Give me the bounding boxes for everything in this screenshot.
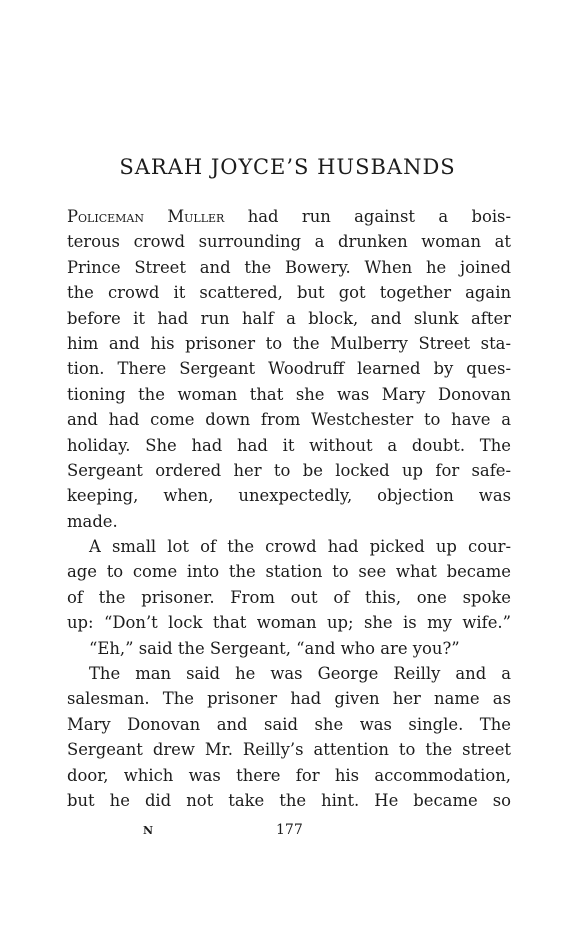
text-line: Mary Donovan and said she was single. The	[67, 714, 511, 734]
text-line: Prince Street and the Bowery. When he joined	[67, 257, 511, 277]
text-line: Sergeant ordered her to be locked up for safe-	[67, 460, 511, 480]
chapter-title: SARAH JOYCE’S HUSBANDS	[119, 155, 456, 179]
text-line: of the prisoner. From out of this, one spoke	[67, 587, 511, 607]
text-line: keeping, when, unexpectedly, objection was	[67, 486, 511, 506]
text-line: and had come down from Westchester to have a	[67, 410, 511, 430]
text-line: the crowd it scattered, but got together again	[67, 283, 511, 303]
text-line: tioning the woman that she was Mary Donovan	[67, 384, 511, 404]
text-line: age to come into the station to see what became	[67, 562, 511, 582]
opening-smallcaps-word: Policeman	[67, 207, 144, 226]
text-line: The man said he was George Reilly and a	[89, 664, 511, 684]
text-line: tion. There Sergeant Woodruff learned by ques-	[67, 359, 511, 379]
text-line: but he did not take the hint. He became so	[67, 790, 511, 810]
text-line: made.	[67, 511, 118, 531]
text-line: him and his prisoner to the Mulberry Street sta-	[67, 333, 511, 353]
text-line: door, which was there for his accommodation,	[67, 765, 511, 785]
opening-smallcaps-word: Muller	[167, 207, 225, 226]
text-line: A small lot of the crowd had picked up cour-	[89, 537, 511, 557]
body-text	[67, 204, 511, 813]
text-line	[67, 204, 511, 229]
text-line: before it had run half a block, and slunk after	[67, 308, 511, 328]
text-line: up: “Don’t lock that woman up; she is my wife.”	[67, 613, 511, 633]
text-line: salesman. The prisoner had given her name as	[67, 689, 511, 709]
signature-mark: N	[143, 824, 154, 837]
text-line: “Eh,” said the Sergeant, “and who are you?”	[89, 638, 460, 658]
text-line: holiday. She had had it without a doubt. The	[67, 435, 511, 455]
text-line: Sergeant drew Mr. Reilly’s attention to the street	[67, 740, 511, 760]
text-line: terous crowd surrounding a drunken woman at	[67, 232, 511, 252]
text-line-rest: had run against a bois-	[247, 207, 512, 226]
page-number: 177	[276, 822, 303, 838]
